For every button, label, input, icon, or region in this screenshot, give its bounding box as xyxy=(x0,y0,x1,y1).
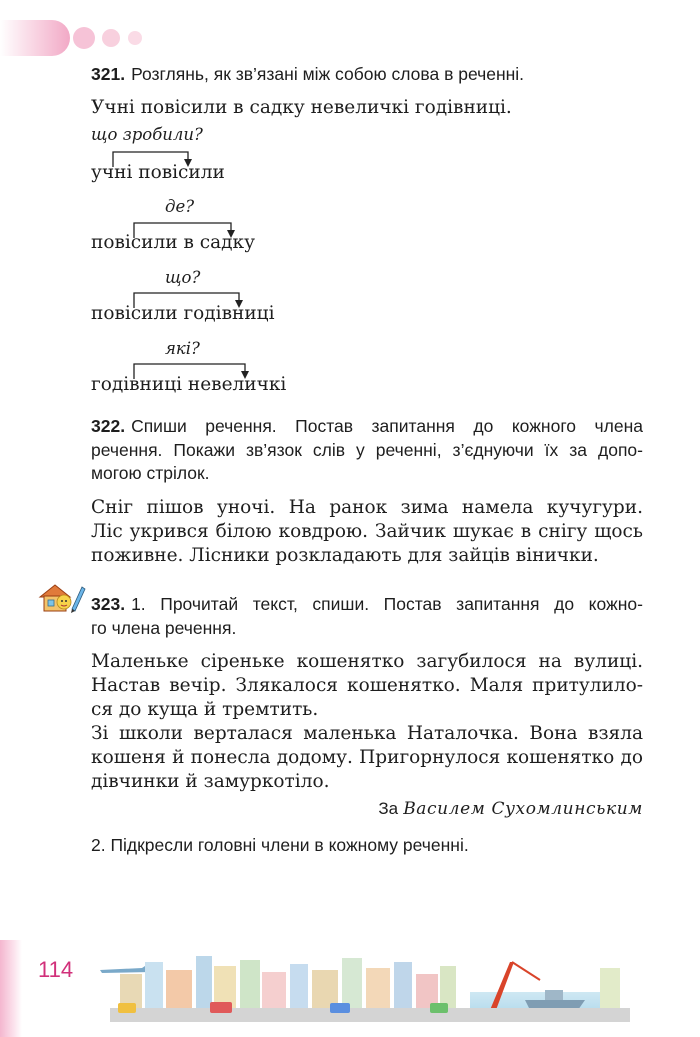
task-323-instruction-line-1: 323. 1. Прочитай текст, спиши. Постав запитання до кожно- xyxy=(91,594,643,614)
task-323-instruction-line-2: го члена речення. xyxy=(91,618,237,638)
author-name: Василем Сухомлинським xyxy=(403,799,643,819)
task-323-text-line-6: дівчинки й замуркотіло. xyxy=(91,771,330,792)
task-322-instruction-line-1: 322. Спиши речення. Постав запитання до кожного члена xyxy=(91,416,643,436)
page-number: 114 xyxy=(38,957,74,982)
author-prefix: За xyxy=(378,799,399,818)
task-322-text-line-2: Ліс укрився білою ковдрою. Зайчик шукає в снігу щось xyxy=(91,521,643,542)
task-323-text-line-2: Настав вечір. Злякалося кошенятко. Маля притулило- xyxy=(91,675,643,696)
task-323-text-line-1: Маленьке сіреньке кошенятко загубилося на вулиці. xyxy=(91,651,643,672)
task-322-text-line-1: Сніг пішов уночі. На ранок зима намела кучугури. xyxy=(91,497,643,518)
task-321-number: 321. xyxy=(91,64,126,84)
house-pencil-icon xyxy=(38,583,86,613)
task-323-text-line-5: кошеня й понесла додому. Пригорнулося кошенятко до xyxy=(91,747,643,768)
task-322-instruction-line-3: могою стрілок. xyxy=(91,463,210,483)
task-321-sentence: Учні повісили в садку невеличкі годівниці. xyxy=(91,97,512,118)
phrase-3: повісили годівниці xyxy=(91,303,275,324)
task-323-text-line-3: ся до куща й тремтить. xyxy=(91,699,319,720)
task-323-number: 323. xyxy=(91,594,126,614)
author-attribution xyxy=(378,799,643,819)
question-label-4: які? xyxy=(165,339,200,358)
question-label-3: що? xyxy=(165,268,201,287)
question-label-1: що зробили? xyxy=(91,125,203,144)
footer-city-illustration xyxy=(0,940,700,1037)
task-322-text-line-3: поживне. Лісники розкладають для зайців вінички. xyxy=(91,545,599,566)
task-323-text-line-4: Зі школи верталася маленька Наталочка. Вона взяла xyxy=(91,723,643,744)
task-322-number: 322. xyxy=(91,416,126,436)
phrase-4: годівниці невеличкі xyxy=(91,374,287,395)
phrase-2: повісили в садку xyxy=(91,232,255,253)
header-decoration xyxy=(0,18,160,58)
task-323-subtask: 2. Підкресли головні члени в кожному реченні. xyxy=(91,835,469,855)
task-321-instruction: 321. Розглянь, як зв’язані між собою слова в реченні. xyxy=(91,64,525,84)
question-label-2: де? xyxy=(165,197,195,216)
phrase-1: учні повісили xyxy=(91,162,225,183)
task-322-instruction-line-2: речення. Покажи зв’язок слів у реченні, з’єднуючи їх за допо- xyxy=(91,440,643,460)
